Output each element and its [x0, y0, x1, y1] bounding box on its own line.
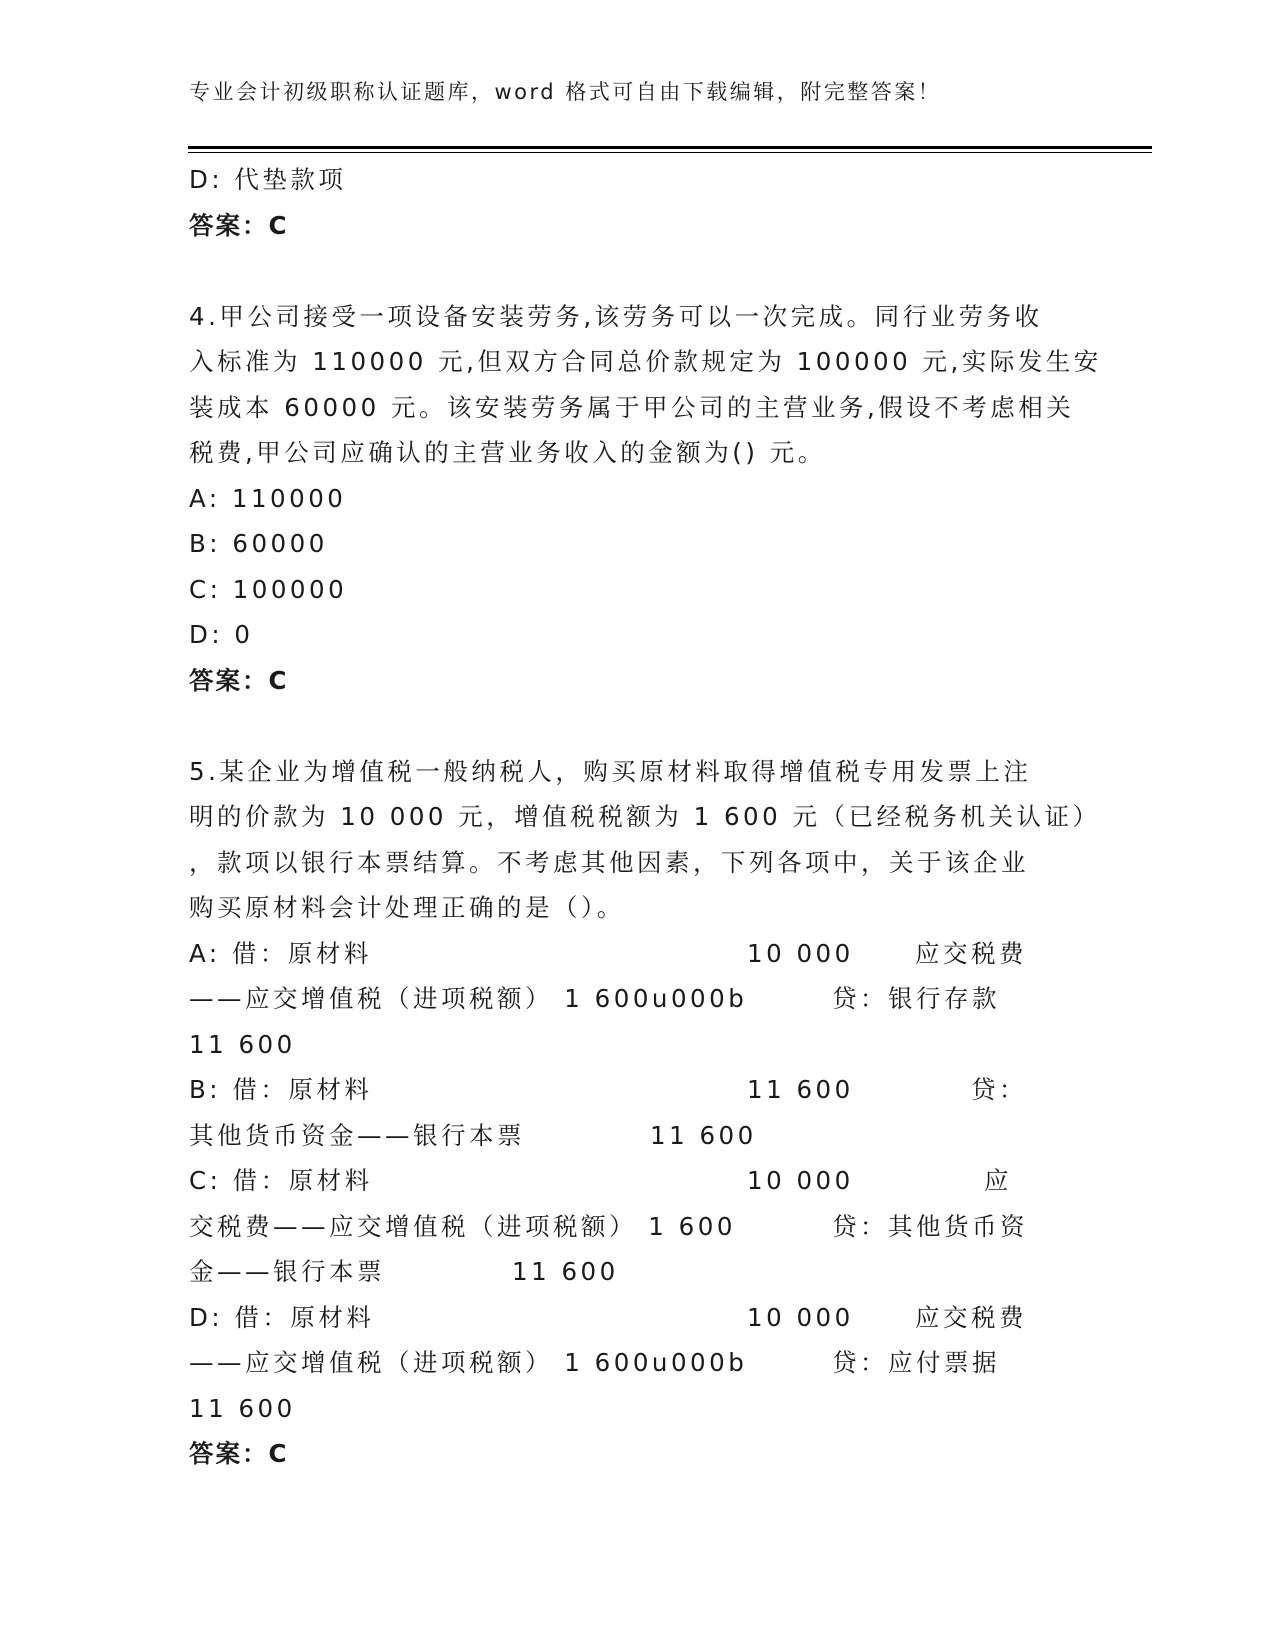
- header-rule-thick: [188, 146, 1152, 149]
- q5-option-c-line3: [189, 1249, 1089, 1295]
- q4-stem-line: 装成本 60000 元。该安装劳务属于甲公司的主营业务,假设不考虑相关: [189, 392, 1075, 422]
- page-header: 专业会计初级职称认证题库，word 格式可自由下载编辑，附完整答案！: [189, 80, 942, 104]
- q4-stem-line: 税费,甲公司应确认的主营业务收入的金额为() 元。: [189, 438, 826, 467]
- q5-a-credit: 贷：银行存款: [832, 984, 1000, 1013]
- q5-d-account: 应交税费: [915, 1302, 1027, 1332]
- q5-b-credit-account: 其他货币资金——银行本票: [189, 1120, 525, 1150]
- q4-option-d: D: 0: [189, 620, 254, 649]
- q5-stem-line: ，款项以银行本票结算。不考虑其他因素，下列各项中，关于该企业: [189, 847, 1029, 877]
- q5-c-credit: 贷：其他货币资: [832, 1211, 1028, 1241]
- q5-a-subaccount: ——应交增值税（进项税额） 1 600u000b: [189, 984, 748, 1013]
- q5-option-d-line2: [189, 1340, 1089, 1386]
- q5-stem-line: 5.某企业为增值税一般纳税人，购买原材料取得增值税专用发票上注: [189, 756, 1032, 786]
- q5-d-debit: D: 借：原材料: [189, 1302, 375, 1332]
- q5-c-credit-amount: 11 600: [512, 1257, 619, 1286]
- header-rule-thin: [188, 152, 1152, 153]
- q5-c-amount: 10 000: [747, 1166, 854, 1195]
- q5-c-account: 应: [984, 1166, 1012, 1195]
- question-4: [189, 294, 1102, 704]
- q5-a-credit-amount: 11 600: [189, 1029, 296, 1059]
- q5-b-credit-amount: 11 600: [650, 1120, 757, 1150]
- q5-a-debit: A: 借：原材料: [189, 938, 372, 968]
- q4-answer: 答案：C: [189, 665, 289, 695]
- q5-option-a-line2: [189, 976, 1089, 1022]
- q4-stem-line: 4.甲公司接受一项设备安装劳务,该劳务可以一次完成。同行业劳务收: [189, 301, 1043, 331]
- q5-d-subaccount: ——应交增值税（进项税额） 1 600u000b: [189, 1348, 748, 1377]
- q5-option-b-line2: [189, 1113, 1089, 1159]
- q5-c-credit-account: 金——银行本票: [189, 1257, 385, 1286]
- q4-stem-line: 入标准为 110000 元,但双方合同总价款规定为 100000 元,实际发生安: [189, 347, 1102, 376]
- prev-option-d: D: 代垫款项: [189, 165, 347, 194]
- q5-option-c-line1: [189, 1158, 1089, 1204]
- q5-stem-line: 购买原材料会计处理正确的是（）。: [189, 893, 625, 922]
- q4-option-c: C: 100000: [189, 574, 348, 604]
- q5-option-d-line1: [189, 1295, 1089, 1341]
- q5-a-account: 应交税费: [915, 938, 1027, 968]
- q5-c-subaccount: 交税费——应交增值税（进项税额） 1 600: [189, 1211, 736, 1241]
- spacer: [189, 703, 1089, 749]
- document-body: [189, 157, 1102, 1477]
- q5-b-amount: 11 600: [747, 1075, 854, 1104]
- prev-answer: 答案：C: [189, 210, 289, 240]
- q4-option-a: A: 110000: [189, 483, 347, 513]
- q5-stem-line: 明的价款为 10 000 元，增值税税额为 1 600 元（已经税务机关认证）: [189, 802, 1101, 831]
- question-5: [189, 749, 1101, 1477]
- q5-b-debit: B: 借：原材料: [189, 1075, 373, 1104]
- q5-option-a-line1: [189, 931, 1089, 977]
- q5-d-amount: 10 000: [747, 1302, 854, 1332]
- q5-answer: 答案：C: [189, 1439, 289, 1468]
- q5-b-credit-label: 贷：: [971, 1075, 1027, 1104]
- q5-d-credit: 贷：应付票据: [832, 1348, 1000, 1377]
- q4-option-b: B: 60000: [189, 529, 328, 558]
- q5-option-c-line2: [189, 1204, 1089, 1250]
- q5-d-credit-amount: 11 600: [189, 1393, 296, 1423]
- q5-option-b-line1: [189, 1067, 1089, 1113]
- q5-a-amount: 10 000: [747, 938, 854, 968]
- spacer: [189, 248, 1089, 294]
- q5-c-debit: C: 借：原材料: [189, 1166, 373, 1195]
